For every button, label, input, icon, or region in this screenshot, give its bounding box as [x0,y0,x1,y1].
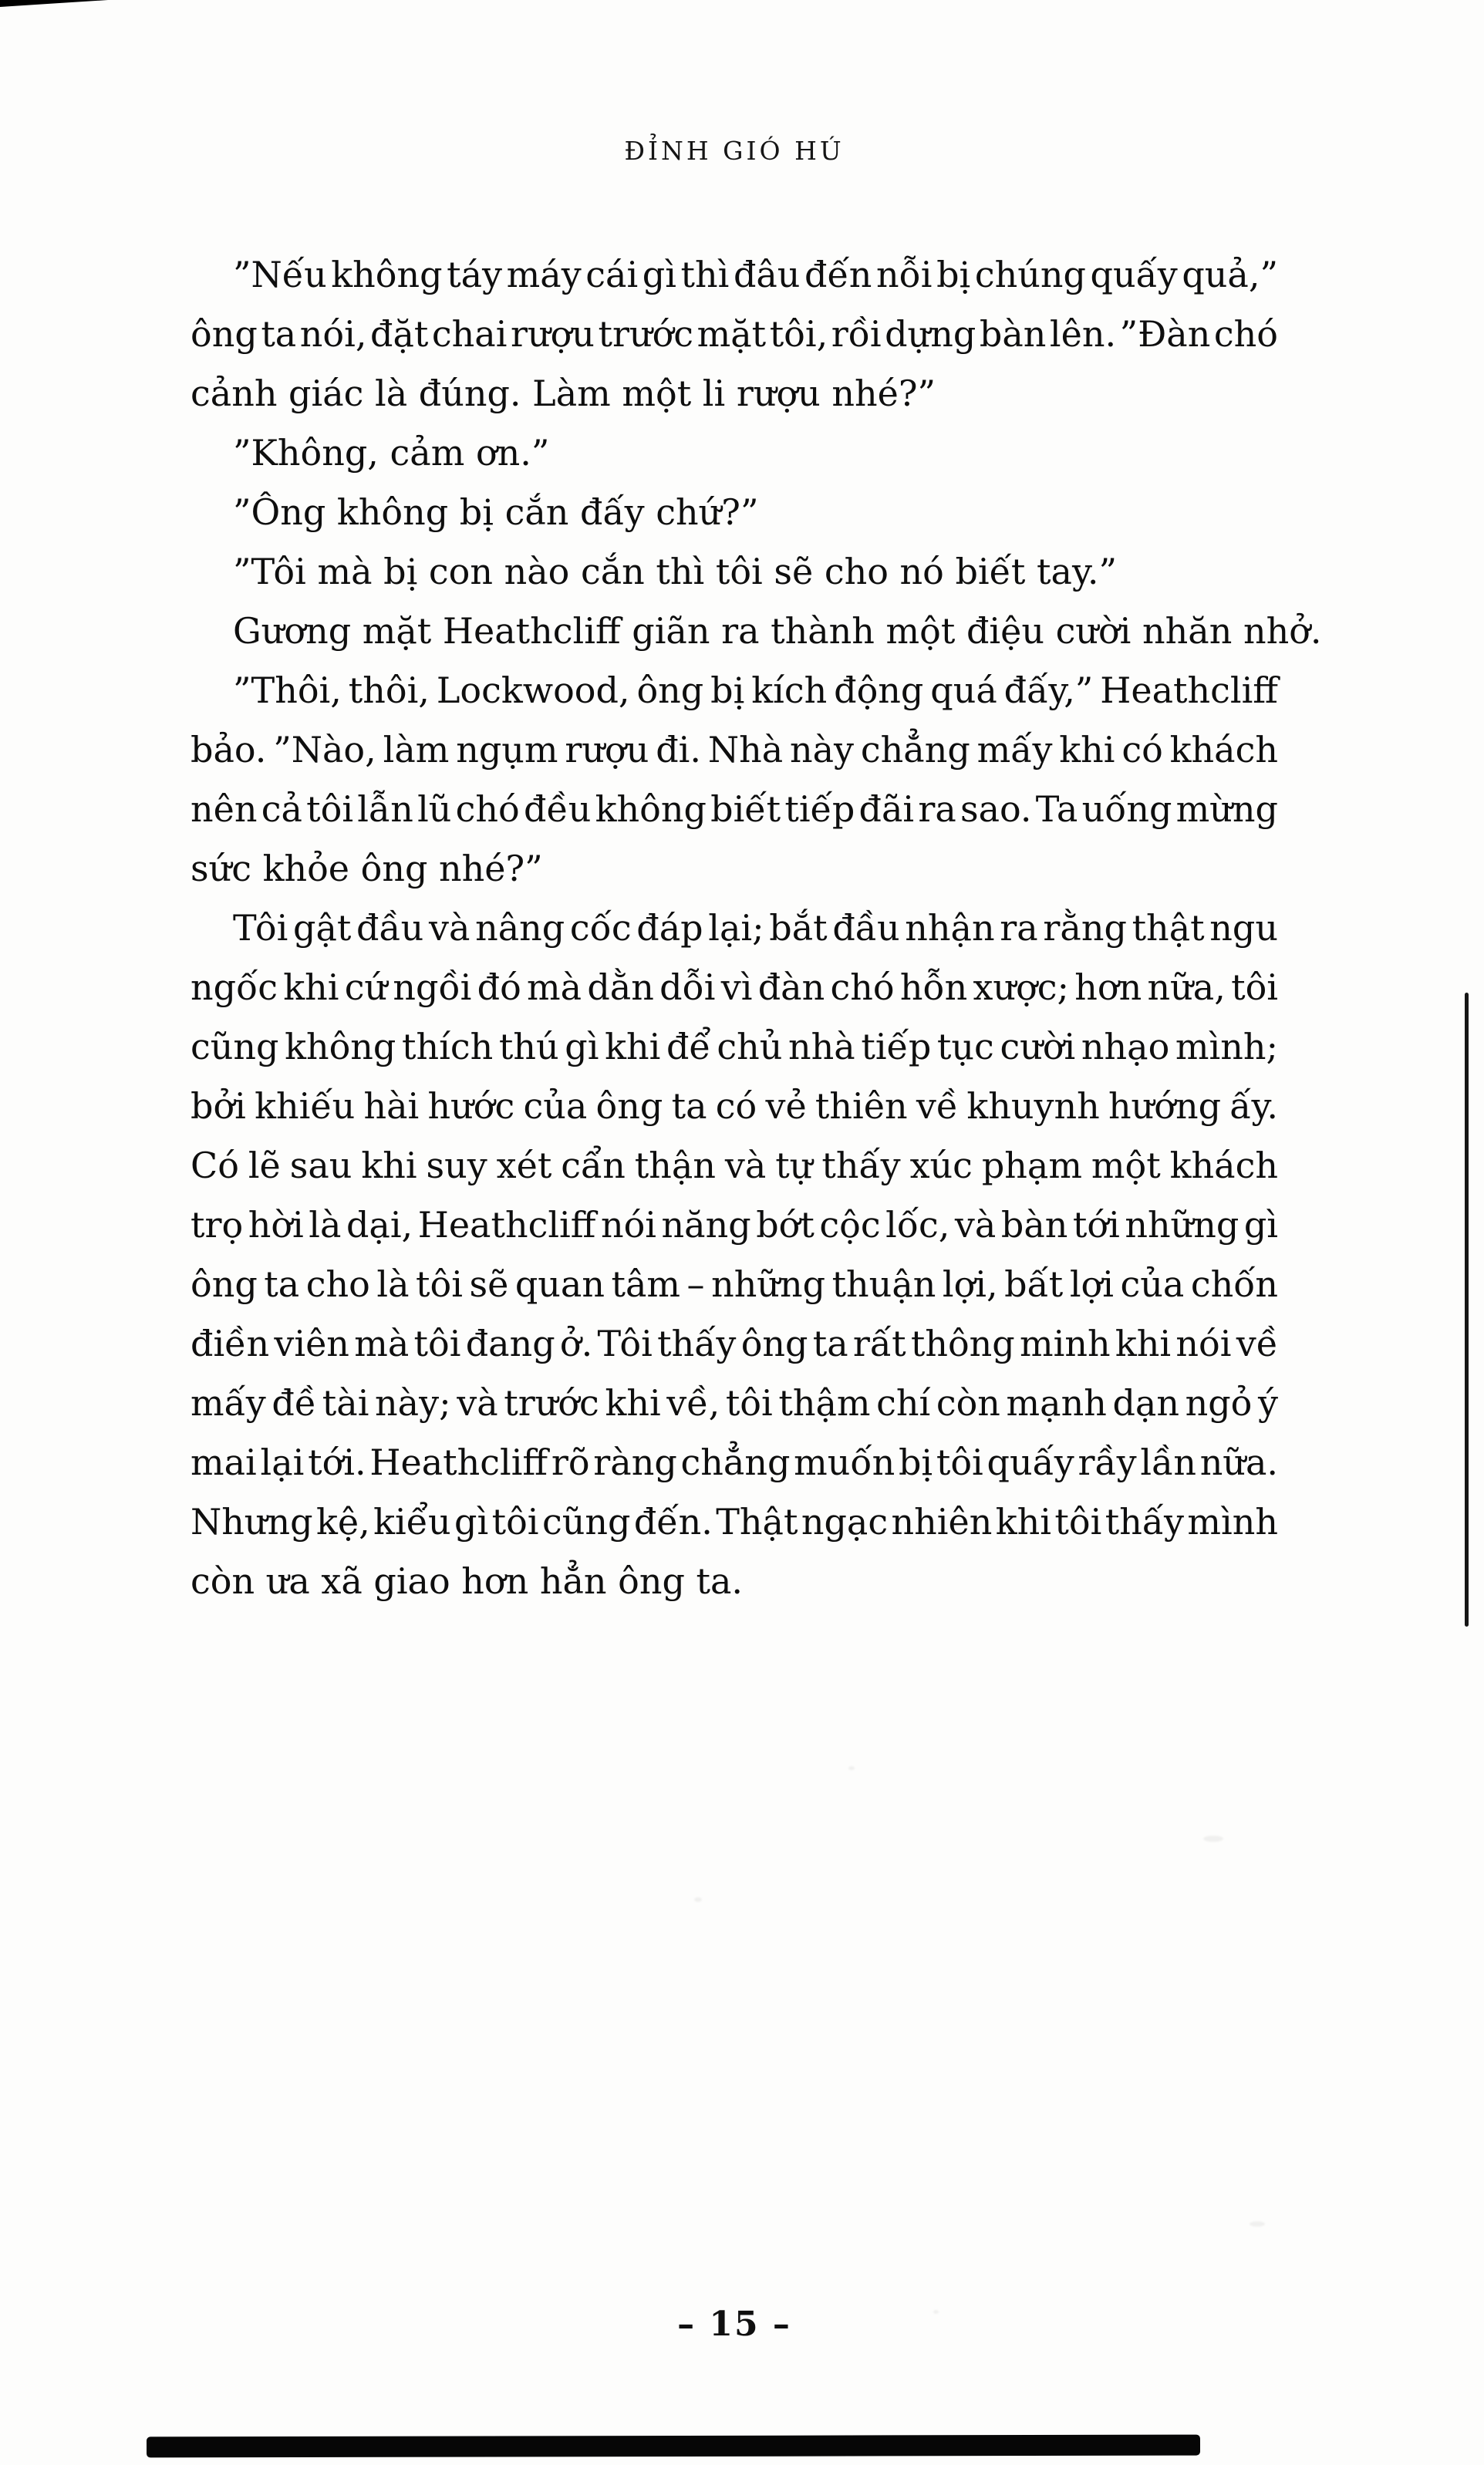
text-line: nên cả tôi lẫn lũ chó đều không biết tiếp đãi ra sao. Ta uống mừng [191,788,1278,830]
scan-speck [848,1766,855,1770]
scan-speck [694,1897,702,1902]
text-line: ”Không, cảm ơn.” [233,432,550,474]
scan-speck [1203,1836,1223,1842]
scan-artifact-right-edge-line [1465,993,1469,1627]
text-line: Tôi gật đầu và nâng cốc đáp lại; bắt đầu nhận ra rằng thật ngu [233,907,1278,949]
text-line: ông ta nói, đặt chai rượu trước mặt tôi, rồi dựng bàn lên. ”Đàn chó [191,313,1278,355]
text-line: Nhưng kệ, kiểu gì tôi cũng đến. Thật ngạc nhiên khi tôi thấy mình [191,1501,1278,1543]
text-line: trọ hời là dại, Heathcliff nói năng bớt cộc lốc, và bàn tới những gì [191,1204,1278,1246]
text-line: mai lại tới. Heathcliff rõ ràng chẳng muốn bị tôi quấy rầy lần nữa. [191,1442,1278,1483]
text-line: cảnh giác là đúng. Làm một li rượu nhé?” [191,373,936,414]
text-line: còn ưa xã giao hơn hẳn ông ta. [191,1560,744,1602]
text-line: Có lẽ sau khi suy xét cẩn thận và tự thấy xúc phạm một khách [191,1145,1278,1186]
page-number: – 15 – [677,2305,791,2344]
text-line: ”Thôi, thôi, Lockwood, ông bị kích động quá đấy,” Heathcliff [233,669,1278,711]
text-line: ngốc khi cứ ngồi đó mà dằn dỗi vì đàn chó hỗn xược; hơn nữa, tôi [191,966,1278,1008]
scan-speck [933,2310,939,2314]
text-line: ”Tôi mà bị con nào cắn thì tôi sẽ cho nó biết tay.” [233,551,1117,592]
text-line: bởi khiếu hài hước của ông ta có vẻ thiên về khuynh hướng ấy. [191,1085,1278,1127]
text-line: ”Nếu không táy máy cái gì thì đâu đến nỗi bị chúng quấy quả,” [233,254,1278,295]
text-line: điền viên mà tôi đang ở. Tôi thấy ông ta rất thông minh khi nói về [191,1323,1278,1364]
scan-artifact-bottom-bar [147,2435,1200,2458]
running-header: ĐỈNH GIÓ HÚ [624,136,845,166]
text-line: ông ta cho là tôi sẽ quan tâm – những thuận lợi, bất lợi của chốn [191,1263,1278,1305]
text-line: bảo. ”Nào, làm ngụm rượu đi. Nhà này chẳng mấy khi có khách [191,729,1278,771]
text-line: ”Ông không bị cắn đấy chứ?” [233,491,759,533]
text-line: Gương mặt Heathcliff giãn ra thành một điệu cười nhăn nhở. [233,610,1322,652]
scan-artifact-top-left-mark [0,0,108,7]
text-line: sức khỏe ông nhé?” [191,848,543,889]
text-line: mấy đề tài này; và trước khi về, tôi thậm chí còn mạnh dạn ngỏ ý [191,1382,1278,1424]
text-line: cũng không thích thú gì khi để chủ nhà tiếp tục cười nhạo mình; [191,1026,1278,1067]
body-text [191,245,1322,1611]
scan-speck [1250,2221,1265,2227]
